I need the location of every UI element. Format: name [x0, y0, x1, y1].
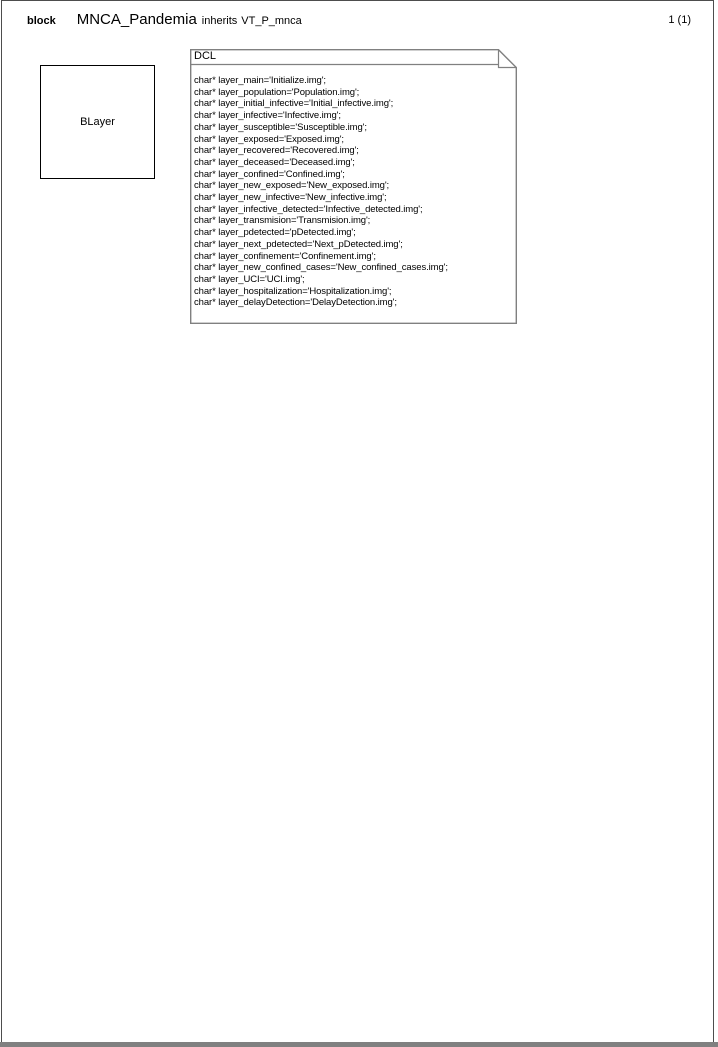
dcl-line: char* layer_main='Initialize.img';	[194, 75, 326, 86]
dcl-line: char* layer_infective='Infective.img';	[194, 110, 341, 122]
dcl-line: char* layer_exposed='Exposed.img';	[194, 133, 344, 145]
dcl-line: char* layer_transmision='Transmision.img';	[194, 215, 371, 227]
parent-block-name: VT_P_mnca	[241, 15, 302, 27]
dcl-line: char* layer_new_exposed='New_exposed.img';	[194, 180, 390, 192]
dcl-line: char* layer_confined='Confined.img';	[194, 168, 345, 180]
dcl-line: char* layer_initial_infective='Initial_infective.img';	[194, 98, 394, 110]
dcl-line: char* layer_confinement='Confinement.img';	[194, 250, 376, 262]
dcl-line: char* layer_hospitalization='Hospitalization.img';	[194, 285, 392, 297]
blayer-block[interactable]	[40, 65, 155, 179]
page-bottom-shadow	[0, 1042, 718, 1047]
dcl-line: char* layer_new_infective='New_infective.img';	[194, 192, 387, 204]
dcl-line: char* layer_pdetected='pDetected.img';	[194, 227, 356, 239]
dcl-line: char* layer_susceptible='Susceptible.img';	[194, 121, 367, 133]
dcl-line: char* layer_population='Population.img';	[194, 86, 360, 98]
blayer-label: BLayer	[80, 116, 115, 128]
dcl-line: char* layer_delayDetection='DelayDetection.img';	[194, 297, 397, 309]
dcl-line: char* layer_UCI='UCI.img';	[194, 273, 305, 285]
dcl-note-title: DCL	[194, 50, 217, 62]
dcl-line: char* layer_infective_detected='Infective_detected.img';	[194, 203, 423, 215]
page-title: MNCA_Pandemia	[76, 11, 197, 28]
block-kind-label: block	[27, 15, 56, 27]
dcl-note-body	[194, 75, 515, 309]
page	[1, 0, 714, 1042]
page-number: 1 (1)	[668, 14, 691, 26]
dcl-note[interactable]	[190, 49, 517, 324]
dcl-line: char* layer_recovered='Recovered.img';	[194, 145, 359, 157]
diagram-header	[27, 11, 302, 28]
inherits-keyword: inherits	[201, 15, 238, 27]
dcl-line: char* layer_next_pdetected='Next_pDetected.img';	[194, 238, 403, 250]
dcl-line: char* layer_deceased='Deceased.img';	[194, 156, 355, 168]
dcl-line: char* layer_new_confined_cases='New_confined_cases.img';	[194, 262, 448, 274]
